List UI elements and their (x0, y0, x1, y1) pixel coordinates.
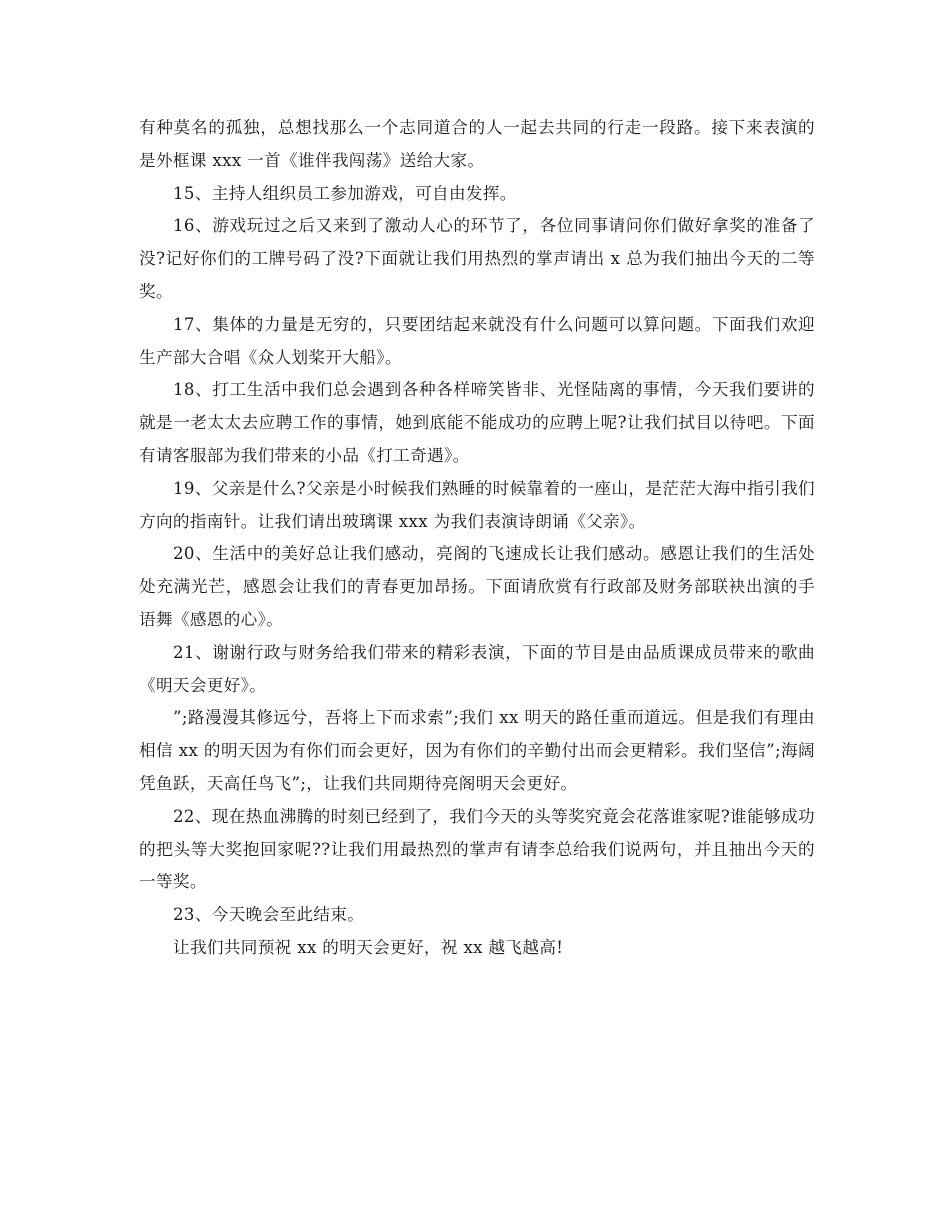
paragraph-item-20: 20、生活中的美好总让我们感动，亮阁的飞速成长让我们感动。感恩让我们的生活处处充满光芒，感恩会让我们的青春更加昂扬。下面请欣赏有行政部及财务部联袂出演的手语舞《感恩的心》。 (139, 544, 815, 629)
paragraph-quote: ”;路漫漫其修远兮，吾将上下而求索”;我们 xx 明天的路任重而道远。但是我们有理由相信 xx 的明天因为有你们而会更好，因为有你们的辛勤付出而会更精彩。我们坚信”;海阔凭鱼跃，天高任鸟飞”;，让我们共同期待亮阁明天会更好。 (139, 708, 815, 793)
paragraph-item-17: 17、集体的力量是无穷的，只要团结起来就没有什么问题可以算问题。下面我们欢迎生产部大合唱《众人划桨开大船》。 (139, 314, 815, 367)
document-body (139, 112, 815, 965)
paragraph-item-18: 18、打工生活中我们总会遇到各种各样啼笑皆非、光怪陆离的事情，今天我们要讲的就是一老太太去应聘工作的事情，她到底能不能成功的应聘上呢?让我们拭目以待吧。下面有请客服部为我们带来的小品《打工奇遇》。 (139, 380, 815, 465)
paragraph-item-22: 22、现在热血沸腾的时刻已经到了，我们今天的头等奖究竟会花落谁家呢?谁能够成功的把头等大奖抱回家呢??让我们用最热烈的掌声有请李总给我们说两句，并且抽出今天的一等奖。 (139, 806, 815, 892)
paragraph-item-16: 16、游戏玩过之后又来到了激动人心的环节了，各位同事请问你们做好拿奖的准备了没?记好你们的工牌号码了没?下面就让我们用热烈的掌声请出 x 总为我们抽出今天的二等奖。 (139, 216, 815, 301)
paragraph-item-21: 21、谢谢行政与财务给我们带来的精彩表演，下面的节目是由品质课成员带来的歌曲《明天会更好》。 (139, 642, 815, 695)
paragraph-item-23: 23、今天晚会至此结束。 (173, 905, 365, 925)
paragraph-continuation: 有种莫名的孤独，总想找那么一个志同道合的人一起去共同的行走一段路。接下来表演的是外框课 xxx 一首《谁伴我闯荡》送给大家。 (139, 118, 815, 170)
paragraph-item-15: 15、主持人组织员工参加游戏，可自由发挥。 (173, 183, 517, 203)
paragraph-closing: 让我们共同预祝 xx 的明天会更好，祝 xx 越飞越高! (173, 937, 564, 957)
paragraph-item-19: 19、父亲是什么?父亲是小时候我们熟睡的时候靠着的一座山，是茫茫大海中指引我们方向的指南针。让我们请出玻璃课 xxx 为我们表演诗朗诵《父亲》。 (139, 478, 815, 531)
